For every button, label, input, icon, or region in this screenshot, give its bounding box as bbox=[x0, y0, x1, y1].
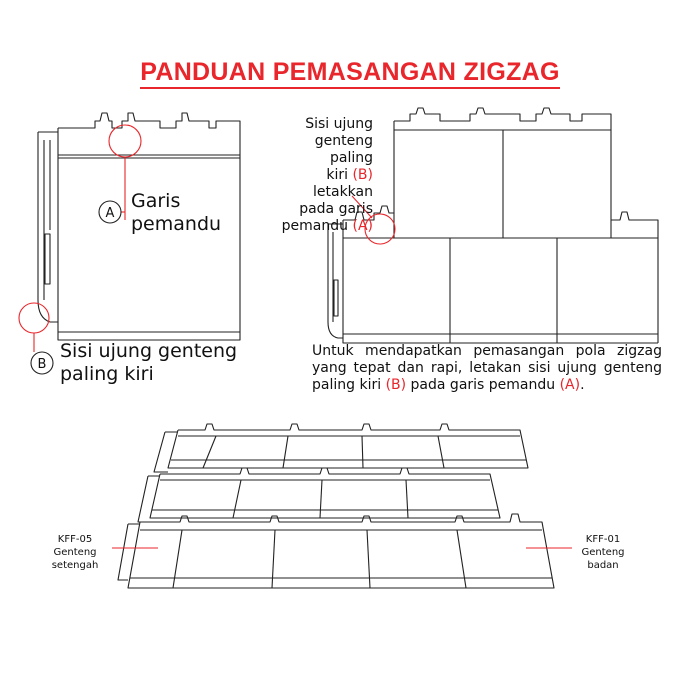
zigzag-lower-tiles bbox=[328, 206, 658, 343]
assembly-row-middle bbox=[138, 468, 500, 522]
body-tile-code: KFF-01 bbox=[585, 534, 621, 545]
callout-line5: pemandu (A) bbox=[281, 218, 373, 234]
zigzag-upper-tiles bbox=[394, 108, 611, 238]
callout-ref-a: (A) bbox=[352, 218, 373, 234]
guide-line-highlight bbox=[109, 125, 141, 157]
guide-line-label-line1: Garis bbox=[131, 190, 181, 212]
assembly-row-top bbox=[154, 424, 528, 472]
marker-a bbox=[99, 201, 121, 223]
marker-b bbox=[31, 352, 53, 374]
marker-a-letter: A bbox=[105, 206, 115, 221]
left-edge-label-line2: paling kiri bbox=[60, 363, 154, 385]
guide-line-label-line2: pemandu bbox=[131, 213, 222, 235]
left-edge-highlight bbox=[19, 303, 49, 333]
zigzag-callout bbox=[270, 116, 373, 235]
left-edge-label-line1: Sisi ujung genteng bbox=[60, 340, 238, 362]
body-tile-label bbox=[573, 533, 633, 572]
callout-line3: kiri (B) letakkan bbox=[313, 167, 373, 200]
half-tile-name2: setengah bbox=[51, 560, 99, 571]
callout-line2: genteng paling bbox=[314, 133, 373, 166]
instruction-ref-a: (A) bbox=[559, 377, 581, 393]
marker-b-letter: B bbox=[37, 357, 47, 372]
guide-line-label bbox=[131, 190, 221, 236]
assembly-row-bottom bbox=[118, 514, 554, 588]
instruction-ref-b: (B) bbox=[385, 377, 407, 393]
instruction-paragraph: Untuk mendapatkan pemasangan pola zigzag yang tepat dan rapi, letakan sisi ujung genteng paling kiri (B) pada garis pemandu (A). bbox=[312, 343, 662, 393]
half-tile-name1: Genteng bbox=[53, 547, 97, 558]
callout-ref-b: (B) bbox=[352, 167, 373, 183]
body-tile-name1: Genteng bbox=[581, 547, 625, 558]
half-tile-label bbox=[40, 533, 110, 572]
body-tile-name2: badan bbox=[587, 560, 619, 571]
left-edge-label bbox=[60, 340, 237, 386]
callout-line1: Sisi ujung bbox=[305, 116, 373, 132]
callout-line4: pada garis bbox=[299, 201, 373, 217]
page-title-text: PANDUAN PEMASANGAN ZIGZAG bbox=[140, 58, 560, 89]
half-tile-code: KFF-05 bbox=[57, 534, 93, 545]
